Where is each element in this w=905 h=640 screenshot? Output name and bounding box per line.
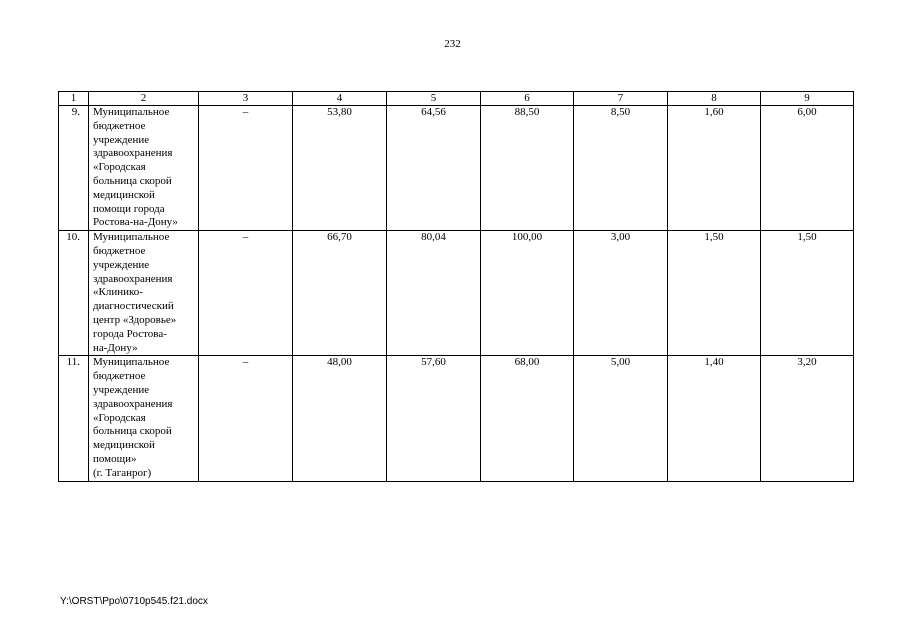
column-header: 7 (574, 92, 668, 106)
institution-name: Муниципальное бюджетное учреждение здравоохранения «Городская больница скорой медицинской помощи» (г. Таганрог) (89, 356, 199, 481)
row-number: 11. (59, 356, 89, 481)
table-row (59, 106, 854, 231)
table-cell: 64,56 (387, 106, 481, 231)
table-header-row (59, 92, 854, 106)
column-header: 1 (59, 92, 89, 106)
data-table (58, 91, 854, 482)
table-cell: – (199, 231, 293, 356)
table-cell: 53,80 (293, 106, 387, 231)
institution-name: Муниципальное бюджетное учреждение здравоохранения «Городская больница скорой медицинской помощи города Ростова-на-Дону» (89, 106, 199, 231)
table-cell: 100,00 (481, 231, 574, 356)
row-number: 10. (59, 231, 89, 356)
column-header: 2 (89, 92, 199, 106)
table-row (59, 356, 854, 481)
table-cell: 80,04 (387, 231, 481, 356)
table-cell: 57,60 (387, 356, 481, 481)
table-cell: 6,00 (761, 106, 854, 231)
column-header: 8 (668, 92, 761, 106)
column-header: 6 (481, 92, 574, 106)
footer-file-path: Y:\ORST\Ppo\0710p545.f21.docx (60, 596, 208, 607)
table-cell: 3,20 (761, 356, 854, 481)
column-header: 4 (293, 92, 387, 106)
row-number: 9. (59, 106, 89, 231)
table-cell: 8,50 (574, 106, 668, 231)
table-cell: 88,50 (481, 106, 574, 231)
table-cell: 48,00 (293, 356, 387, 481)
table-cell: – (199, 106, 293, 231)
table-cell: 68,00 (481, 356, 574, 481)
column-header: 5 (387, 92, 481, 106)
page-number: 232 (444, 38, 461, 50)
table-cell: – (199, 356, 293, 481)
institution-name: Муниципальное бюджетное учреждение здравоохранения «Клинико- диагностический центр «Здоровье» города Ростова- на-Дону» (89, 231, 199, 356)
table-row (59, 231, 854, 356)
column-header: 3 (199, 92, 293, 106)
table-cell: 1,40 (668, 356, 761, 481)
table-cell: 66,70 (293, 231, 387, 356)
table-cell: 1,50 (761, 231, 854, 356)
table-cell: 1,60 (668, 106, 761, 231)
table-cell: 5,00 (574, 356, 668, 481)
table-cell: 1,50 (668, 231, 761, 356)
column-header: 9 (761, 92, 854, 106)
table-cell: 3,00 (574, 231, 668, 356)
